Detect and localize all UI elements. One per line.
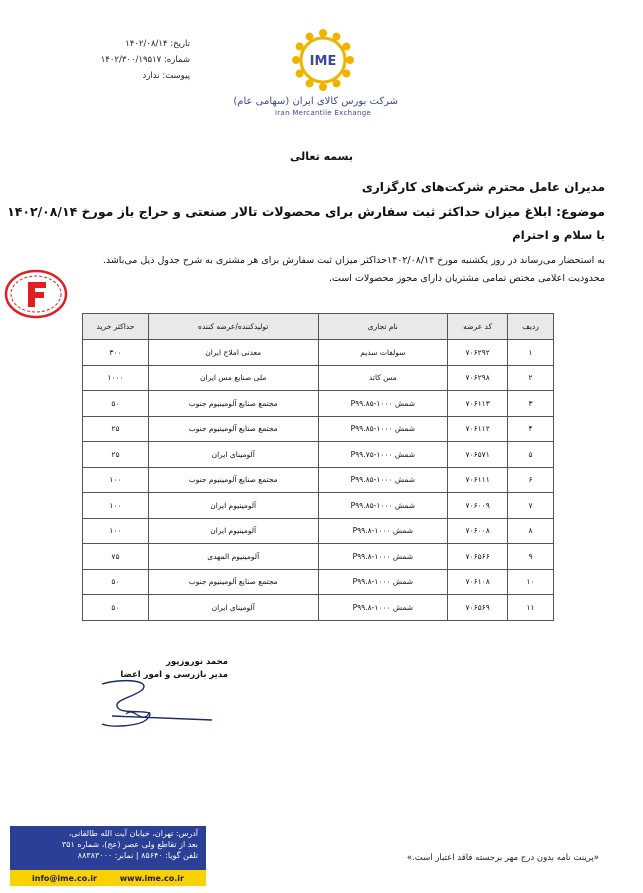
- body-text: [45, 252, 605, 288]
- cell-trade-name: شمش ۱۰۰۰-P۹۹.۸: [318, 595, 448, 621]
- body-line: محدودیت اعلامی مختص تمامی مشتریان دارای مجوز محصولات است.: [328, 273, 605, 284]
- cell-row-no: ۹: [508, 544, 554, 570]
- col-header-trade-name: نام تجاری: [318, 314, 448, 340]
- letter-date: تاریخ: ۱۴۰۲/۰۸/۱۴: [125, 39, 190, 49]
- footer-contact-box: [10, 826, 206, 886]
- cell-max-purchase: ۲۵: [83, 442, 149, 468]
- cell-producer: آلومینیوم ایران: [148, 518, 318, 544]
- cell-max-purchase: ۱۰۰۰: [83, 365, 149, 391]
- signer-name: محمد نوروزپور: [166, 657, 228, 667]
- ime-emblem-icon: [291, 28, 355, 92]
- table-row: [83, 493, 554, 519]
- cell-trade-name: سولفات سدیم: [318, 340, 448, 366]
- cell-offer-code: ۷۰۶۱۱۳: [448, 391, 508, 417]
- allocation-table: [82, 313, 554, 621]
- cell-max-purchase: ۱۰۰: [83, 467, 149, 493]
- company-name-en: Iran Mercantile Exchange: [274, 109, 372, 117]
- table-row: [83, 544, 554, 570]
- addressee: مدیران عامل محترم شرکت‌های کارگزاری: [361, 180, 605, 194]
- cell-trade-name: شمش ۱۰۰۰-P۹۹.۸: [318, 518, 448, 544]
- cell-trade-name: مس کاتد: [318, 365, 448, 391]
- cell-offer-code: ۷۰۶۱۱۱: [448, 467, 508, 493]
- cell-producer: ملی صنایع مس ایران: [148, 365, 318, 391]
- cell-producer: مجتمع صنایع آلومینیوم جنوب: [148, 467, 318, 493]
- subject-line: موضوع: ابلاغ میزان حداکثر ثبت سفارش برای محصولات تالار صنعتی و حراج باز مورخ ۱۴۰۲/۰۸/۱۴: [7, 204, 605, 219]
- signer-title: مدیر بازرسی و امور اعضا: [120, 670, 228, 680]
- footer-website[interactable]: www.ime.co.ir: [119, 873, 184, 883]
- cell-producer: آلومینیوم المهدی: [148, 544, 318, 570]
- cell-row-no: ۴: [508, 416, 554, 442]
- cell-producer: آلومینیوم ایران: [148, 493, 318, 519]
- cell-producer: معدنی املاح ایران: [148, 340, 318, 366]
- cell-row-no: ۶: [508, 467, 554, 493]
- cell-trade-name: شمش ۱۰۰۰-P۹۹.۷۵: [318, 442, 448, 468]
- footer-email[interactable]: info@ime.co.ir: [32, 873, 97, 883]
- cell-row-no: ۱۰: [508, 569, 554, 595]
- table-row: [83, 365, 554, 391]
- cell-producer: مجتمع صنایع آلومینیوم جنوب: [148, 391, 318, 417]
- cell-trade-name: شمش ۱۰۰۰-P۹۹.۸۵: [318, 391, 448, 417]
- cell-row-no: ۸: [508, 518, 554, 544]
- cell-offer-code: ۷۰۶۱۱۲: [448, 416, 508, 442]
- company-name-fa: شرکت بورس کالای ایران (سهامی عام): [233, 96, 398, 107]
- cell-row-no: ۷: [508, 493, 554, 519]
- handwritten-signature: [82, 676, 222, 736]
- cell-row-no: ۱: [508, 340, 554, 366]
- cell-row-no: ۲: [508, 365, 554, 391]
- cell-max-purchase: ۱۰۰: [83, 518, 149, 544]
- cell-offer-code: ۷۰۶۲۹۸: [448, 365, 508, 391]
- greeting: با سلام و احترام: [512, 228, 605, 242]
- footer-address-line: تلفن گویا: ۸۵۶۴۰ | نمابر: ۸۸۳۸۳۰۰۰: [77, 851, 198, 860]
- cell-max-purchase: ۵۰: [83, 595, 149, 621]
- letter-number: شماره: ۱۴۰۲/۳۰۰/۱۹۵۱۷: [100, 55, 190, 65]
- cell-trade-name: شمش ۱۰۰۰-P۹۹.۸۵: [318, 467, 448, 493]
- letter-attachment: پیوست: ندارد: [142, 71, 190, 81]
- table-row: [83, 391, 554, 417]
- cell-producer: مجتمع صنایع آلومینیوم جنوب: [148, 569, 318, 595]
- f-stamp-icon: [4, 268, 68, 320]
- cell-max-purchase: ۳۰۰: [83, 340, 149, 366]
- table-row: [83, 340, 554, 366]
- cell-offer-code: ۷۰۶۵۶۹: [448, 595, 508, 621]
- cell-max-purchase: ۵۰: [83, 569, 149, 595]
- cell-max-purchase: ۱۰۰: [83, 493, 149, 519]
- cell-producer: آلومینای ایران: [148, 442, 318, 468]
- cell-row-no: ۱۱: [508, 595, 554, 621]
- cell-offer-code: ۷۰۶۲۹۲: [448, 340, 508, 366]
- footer-address-line: بعد از تقاطع ولی عصر (عج)، شماره ۳۵۱: [61, 840, 198, 849]
- ime-logo: [233, 28, 398, 128]
- col-header-row-no: ردیف: [508, 314, 554, 340]
- cell-trade-name: شمش ۱۰۰۰-P۹۹.۸۵: [318, 493, 448, 519]
- table-header-row: [83, 314, 554, 340]
- table-row: [83, 569, 554, 595]
- bismillah: بسمه تعالی: [290, 150, 353, 163]
- cell-offer-code: ۷۰۶۰۰۹: [448, 493, 508, 519]
- cell-producer: آلومینای ایران: [148, 595, 318, 621]
- cell-offer-code: ۷۰۶۵۶۶: [448, 544, 508, 570]
- cell-row-no: ۵: [508, 442, 554, 468]
- col-header-producer: تولیدکننده/عرضه کننده: [148, 314, 318, 340]
- table-row: [83, 416, 554, 442]
- cell-max-purchase: ۵۰: [83, 391, 149, 417]
- cell-max-purchase: ۷۵: [83, 544, 149, 570]
- cell-offer-code: ۷۰۶۰۰۸: [448, 518, 508, 544]
- cell-offer-code: ۷۰۶۵۷۱: [448, 442, 508, 468]
- cell-row-no: ۳: [508, 391, 554, 417]
- table-row: [83, 467, 554, 493]
- table-row: [83, 442, 554, 468]
- footer-address-line: آدرس: تهران، خیابان آیت الله طالقانی،: [68, 829, 198, 838]
- table-row: [83, 518, 554, 544]
- cell-max-purchase: ۲۵: [83, 416, 149, 442]
- col-header-offer-code: کد عرضه: [448, 314, 508, 340]
- footer-validity-note: «پرینت نامه بدون درج مهر برجسته فاقد اعتبار است.»: [406, 853, 599, 863]
- cell-offer-code: ۷۰۶۱۰۸: [448, 569, 508, 595]
- cell-trade-name: شمش ۱۰۰۰-P۹۹.۸: [318, 569, 448, 595]
- cell-producer: مجتمع صنایع آلومینیوم جنوب: [148, 416, 318, 442]
- footer-contact: [10, 870, 206, 886]
- cell-trade-name: شمش ۱۰۰۰-P۹۹.۸۵: [318, 416, 448, 442]
- footer-address: [10, 826, 206, 870]
- body-line: به استحضار می‌رساند در روز یکشنبه مورخ ۱۴۰۲/۰۸/۱۴حداکثر میزان ثبت سفارش برای هر مشتری به شرح جدول ذیل می‌باشد.: [102, 255, 605, 266]
- cell-trade-name: شمش ۱۰۰۰-P۹۹.۸: [318, 544, 448, 570]
- col-header-max-purchase: حداکثر خرید: [83, 314, 149, 340]
- table-row: [83, 595, 554, 621]
- svg-text:IME: IME: [309, 54, 337, 69]
- letter-meta: [70, 36, 190, 84]
